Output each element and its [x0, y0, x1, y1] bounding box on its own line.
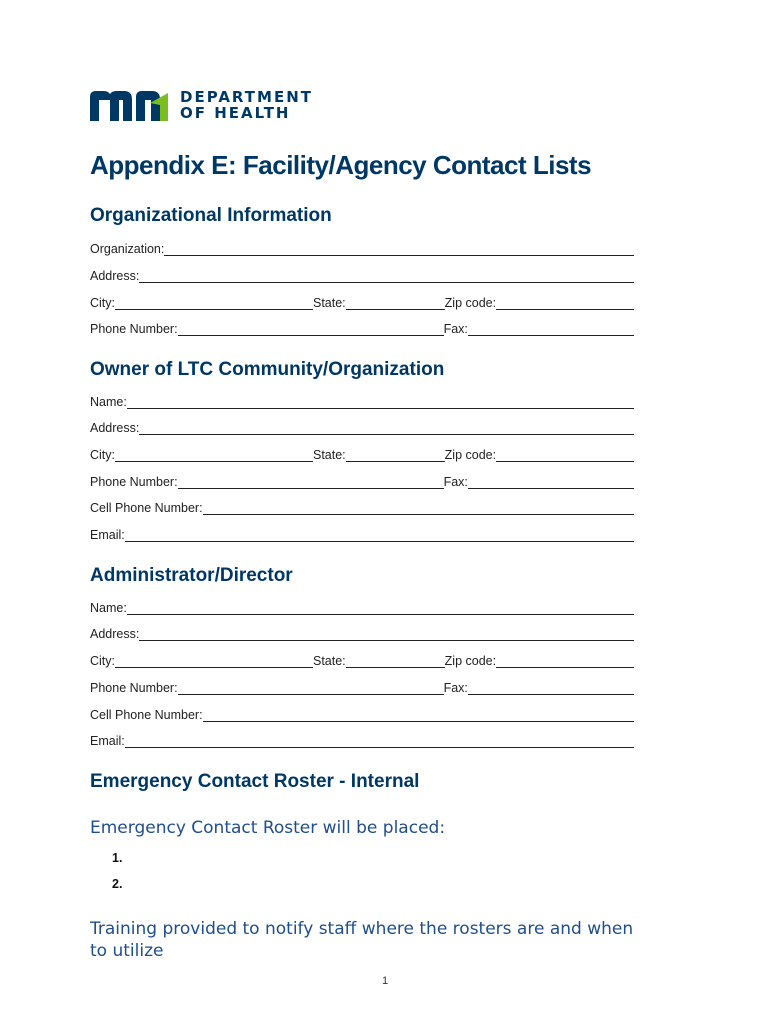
org-address-row	[90, 267, 634, 283]
logo-text	[180, 89, 313, 121]
roster-placed-heading: Emergency Contact Roster will be placed:	[90, 818, 446, 838]
owner-city-row	[90, 446, 634, 462]
owner-cell-row	[90, 499, 634, 515]
address-label: Address:	[90, 627, 140, 641]
fax-label: Fax:	[443, 475, 468, 489]
mdh-logo	[90, 89, 313, 121]
admin-city-field[interactable]	[115, 655, 313, 668]
admin-email-field[interactable]	[125, 735, 634, 748]
page-number: 1	[381, 975, 389, 987]
address-label: Address:	[90, 269, 140, 283]
mn-logo-icon	[90, 89, 168, 121]
logo-line-2: OF HEALTH	[180, 104, 291, 122]
admin-heading: Administrator/Director	[90, 565, 293, 586]
admin-name-row	[90, 599, 634, 615]
admin-address-row	[90, 625, 634, 641]
city-label: City:	[90, 448, 115, 462]
owner-city-field[interactable]	[115, 449, 313, 462]
org-city-row	[90, 294, 634, 310]
admin-zip-field[interactable]	[496, 655, 634, 668]
fax-label: Fax:	[443, 681, 468, 695]
owner-email-row	[90, 526, 634, 542]
owner-name-row	[90, 393, 634, 409]
list-item: 1.	[112, 851, 123, 865]
org-address-field[interactable]	[139, 270, 634, 283]
emergency-heading: Emergency Contact Roster - Internal	[90, 771, 420, 792]
organization-label: Organization:	[90, 242, 165, 256]
city-label: City:	[90, 654, 115, 668]
owner-heading: Owner of LTC Community/Organization	[90, 359, 445, 380]
phone-label: Phone Number:	[90, 322, 178, 336]
state-label: State:	[313, 296, 346, 310]
admin-phone-row	[90, 679, 634, 695]
organization-row	[90, 240, 634, 256]
owner-phone-field[interactable]	[178, 476, 444, 489]
org-fax-field[interactable]	[468, 323, 634, 336]
email-label: Email:	[90, 528, 125, 542]
fax-label: Fax:	[443, 322, 468, 336]
owner-name-field[interactable]	[127, 396, 634, 409]
owner-address-row	[90, 419, 634, 435]
logo-line-1: DEPARTMENT	[180, 88, 313, 106]
zip-label: Zip code:	[444, 448, 497, 462]
org-phone-row	[90, 320, 634, 336]
admin-fax-field[interactable]	[468, 682, 634, 695]
cell-label: Cell Phone Number:	[90, 708, 203, 722]
cell-label: Cell Phone Number:	[90, 501, 203, 515]
list-item: 2.	[112, 877, 123, 891]
admin-email-row	[90, 732, 634, 748]
owner-cell-field[interactable]	[203, 502, 634, 515]
admin-address-field[interactable]	[139, 628, 634, 641]
org-zip-field[interactable]	[496, 297, 634, 310]
owner-zip-field[interactable]	[496, 449, 634, 462]
phone-label: Phone Number:	[90, 681, 178, 695]
state-label: State:	[313, 654, 346, 668]
admin-city-row	[90, 652, 634, 668]
organization-field[interactable]	[164, 243, 634, 256]
admin-state-field[interactable]	[346, 655, 445, 668]
page-title: Appendix E: Facility/Agency Contact Lists	[90, 150, 592, 180]
owner-phone-row	[90, 473, 634, 489]
admin-cell-row	[90, 706, 634, 722]
zip-label: Zip code:	[444, 296, 497, 310]
state-label: State:	[313, 448, 346, 462]
city-label: City:	[90, 296, 115, 310]
org-info-heading: Organizational Information	[90, 205, 332, 226]
org-state-field[interactable]	[346, 297, 445, 310]
address-label: Address:	[90, 421, 140, 435]
name-label: Name:	[90, 395, 127, 409]
org-phone-field[interactable]	[178, 323, 444, 336]
org-city-field[interactable]	[115, 297, 313, 310]
owner-fax-field[interactable]	[468, 476, 634, 489]
name-label: Name:	[90, 601, 127, 615]
owner-state-field[interactable]	[346, 449, 445, 462]
phone-label: Phone Number:	[90, 475, 178, 489]
admin-phone-field[interactable]	[178, 682, 444, 695]
zip-label: Zip code:	[444, 654, 497, 668]
email-label: Email:	[90, 734, 125, 748]
owner-email-field[interactable]	[125, 529, 634, 542]
owner-address-field[interactable]	[139, 422, 634, 435]
admin-name-field[interactable]	[127, 602, 634, 615]
admin-cell-field[interactable]	[203, 709, 634, 722]
training-heading: Training provided to notify staff where the rosters are and when to utilize	[90, 919, 634, 961]
